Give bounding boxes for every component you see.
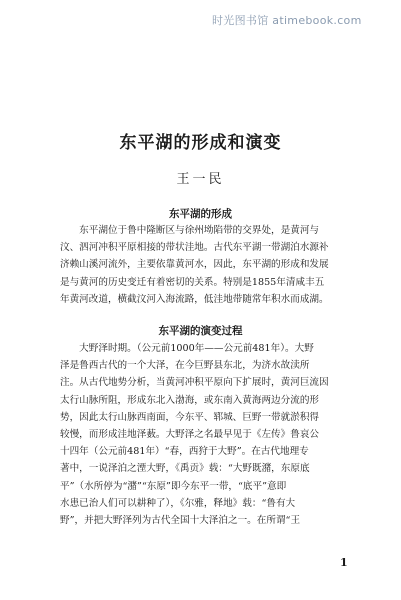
page-number: 1 — [340, 556, 348, 569]
body-line: 十四年（公元前481年）“春，西狩于大野”。在古代地理专 — [60, 446, 309, 458]
article-author: 王一民 — [176, 172, 225, 187]
body-line: 是与黄河的历史变迁有着密切的关系。特别是1855年清咸丰五 — [60, 276, 325, 288]
body-line: 较慢，而形成洼地泽薮。大野泽之名最早见于《左传》鲁哀公 — [60, 429, 320, 441]
body-line: 东平湖位于鲁中隆断区与徐州坳陷带的交界处，是黄河与 — [60, 225, 320, 236]
body-line: 太行山脉所阻，形成东北入渤海，或东南入黄海两边分流的形 — [60, 394, 320, 406]
section-heading-evolution: 东平湖的演变过程 — [158, 325, 243, 337]
body-line: 济赖山溪河流外，主要依靠黄河水，因此，东平湖的形成和发展 — [60, 259, 329, 271]
article-title: 东平湖的形成和演变 — [119, 133, 282, 153]
body-line: 泽是鲁西古代的一个大泽，在今巨野县东北，为济水故渎所 — [60, 360, 310, 372]
body-line: 著中，一说泽泊之湮大野，《禹贡》载：“大野既潴，东原底 — [60, 463, 310, 475]
body-line: 野”，并把大野泽列为古代全国十大泽泊之一。在所谓“王 — [60, 515, 301, 527]
section-heading-formation: 东平湖的形成 — [169, 208, 232, 220]
section-body-evolution — [60, 340, 360, 529]
watermark: 时光图书馆 atimebook.com — [212, 14, 362, 27]
body-line: 注。从古代地势分析，当黄河冲积平原向下扩展时，黄河巨流因 — [60, 377, 329, 389]
body-line: 年黄河改道，横截汶河入海流路，低洼地带随常年积水而成湖。 — [60, 293, 329, 305]
body-line: 汶、泗河冲积平原相接的带状洼地。古代东平湖一带湖泊水源补 — [60, 242, 329, 254]
body-line: 平”（水所停为“潴”“东原”即今东平一带，“底平”意即 — [60, 480, 287, 492]
body-line: 水患已治人们可以耕种了），《尔雅，释地》载：“鲁有大 — [60, 497, 296, 509]
body-line: 势，因此太行山脉西南面，今东平、郓城、巨野一带就淤积得 — [60, 411, 320, 423]
section-body-formation — [60, 222, 360, 308]
body-line: 大野泽时期。（公元前1000年——公元前481年）。大野 — [60, 343, 314, 354]
